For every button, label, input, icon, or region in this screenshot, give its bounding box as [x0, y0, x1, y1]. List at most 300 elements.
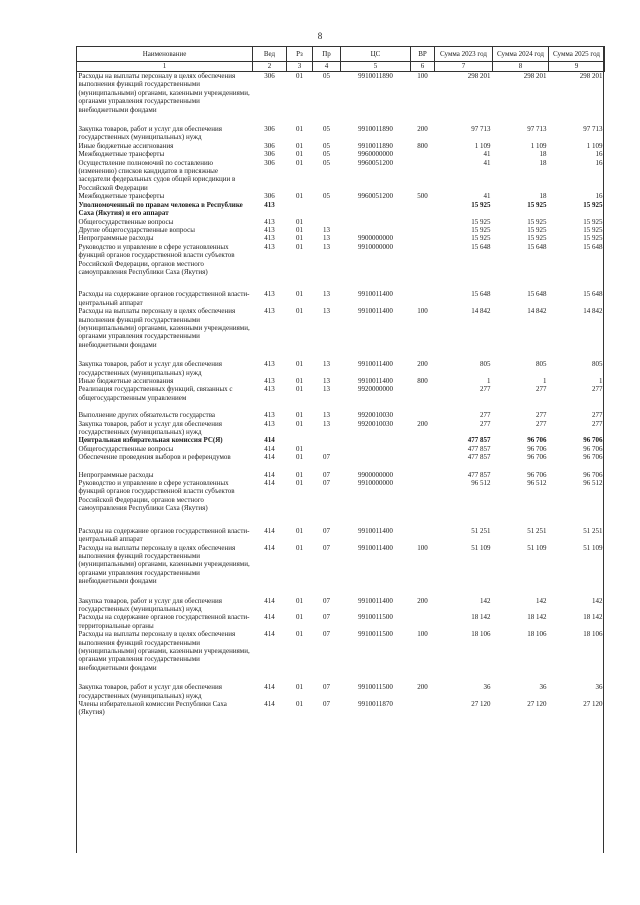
cell-sum-2025: 18 142 — [583, 613, 603, 622]
table-row — [77, 377, 605, 385]
cell-sum-2023: 51 251 — [471, 526, 491, 535]
cell-sum-2023: 15 925 — [471, 234, 491, 243]
cell-name: Общегосударственные вопросы — [78, 217, 174, 226]
table-row — [77, 290, 605, 307]
cell-name: Расходы на содержание органов государственной власти- центральный аппарат — [78, 290, 250, 307]
cell-rz: 01 — [296, 630, 303, 639]
cell-pr: 05 — [323, 125, 330, 134]
cell-rz — [287, 201, 313, 218]
cell-cs: 9920010030 — [358, 419, 393, 428]
cell-cs: 9910011400 — [358, 360, 393, 369]
cell-rz: 01 — [296, 125, 303, 134]
column-number: 9 — [549, 62, 605, 72]
cell-ved: 413 — [264, 217, 275, 226]
table-row — [77, 226, 605, 234]
cell-sum-2024: 18 — [539, 158, 547, 167]
cell-rz: 01 — [296, 234, 303, 243]
cell-rz: 01 — [296, 242, 303, 251]
cell-sum-2023: 15 925 — [471, 225, 491, 234]
cell-pr: 07 — [323, 613, 330, 622]
cell-name: Уполномоченный по правам человека в Республике Саха (Якутия) и его аппарат — [78, 200, 243, 218]
cell-vr: 200 — [417, 596, 428, 605]
cell-vr — [411, 243, 435, 291]
cell-sum-2023: 97 713 — [471, 125, 491, 134]
cell-cs: 9900000000 — [358, 234, 393, 243]
cell-sum-2025: 298 201 — [579, 72, 603, 80]
cell-pr: 13 — [323, 419, 330, 428]
table-row — [77, 234, 605, 242]
cell-sum-2025: 97 713 — [583, 125, 603, 134]
cell-vr — [411, 234, 435, 242]
cell-vr: 200 — [417, 125, 428, 134]
cell-vr — [411, 226, 435, 234]
cell-sum-2024: 15 648 — [527, 242, 547, 251]
cell-pr: 13 — [323, 377, 330, 385]
cell-pr: 07 — [323, 479, 330, 488]
cell-name: Выполнение других обязательств государства — [78, 411, 216, 420]
col-header-name: Наименование — [77, 47, 253, 62]
cell-sum-2024: 14 842 — [527, 307, 547, 316]
cell-sum-2025: 805 — [592, 360, 603, 369]
cell-vr — [411, 290, 435, 307]
cell-sum-2024: 18 — [539, 192, 547, 201]
cell-vr — [411, 411, 435, 419]
cell-rz: 01 — [296, 385, 303, 394]
cell-cs: 9900000000 — [358, 470, 393, 479]
cell-cs — [341, 453, 411, 470]
cell-pr: 05 — [323, 141, 330, 150]
cell-sum-2024: 142 — [536, 596, 547, 605]
cell-ved: 306 — [264, 141, 275, 150]
cell-cs — [341, 226, 411, 234]
cell-name: Расходы на выплаты персоналу в целях обеспечения выполнения функций государственными (муниципальными) органами, казенными учреждениями, органами управления государственными внебюджетными фондами — [78, 630, 250, 672]
cell-cs — [341, 436, 411, 444]
cell-pr: 07 — [323, 526, 330, 535]
cell-sum-2025: 96 706 — [583, 436, 603, 445]
column-number: 8 — [493, 62, 549, 72]
cell-sum-2023: 15 648 — [471, 290, 491, 299]
cell-sum-2024: 18 — [539, 150, 547, 159]
col-header-rz: Рз — [287, 47, 313, 62]
cell-sum-2025: 277 — [592, 411, 603, 420]
cell-sum-2023: 18 142 — [471, 613, 491, 622]
cell-sum-2025: 15 925 — [583, 234, 603, 243]
table-row — [77, 192, 605, 200]
cell-name: Межбюджетные трансферты — [78, 150, 165, 159]
cell-ved: 414 — [264, 700, 275, 708]
cell-name: Общегосударственные вопросы — [78, 444, 174, 453]
table-row — [77, 445, 605, 453]
cell-sum-2024: 96 706 — [527, 470, 547, 479]
table-body — [77, 72, 605, 717]
column-number: 3 — [287, 62, 313, 72]
cell-pr: 07 — [323, 630, 330, 639]
cell-rz: 01 — [296, 444, 303, 453]
cell-pr: 07 — [323, 470, 330, 479]
col-header-vr: ВР — [411, 47, 435, 62]
cell-ved: 306 — [264, 150, 275, 159]
cell-sum-2024: 96 512 — [527, 479, 547, 488]
cell-cs: 9910011400 — [358, 596, 393, 605]
cell-ved: 414 — [264, 436, 275, 445]
cell-sum-2024: 277 — [536, 385, 547, 394]
cell-sum-2023: 41 — [483, 192, 491, 201]
cell-sum-2023: 41 — [483, 150, 491, 159]
cell-sum-2025: 15 925 — [583, 217, 603, 226]
cell-sum-2023: 41 — [483, 158, 491, 167]
cell-ved: 306 — [264, 125, 275, 134]
table-row — [77, 385, 605, 411]
cell-sum-2025: 15 648 — [583, 290, 603, 299]
table-row — [77, 630, 605, 683]
table-row — [77, 420, 605, 437]
cell-sum-2024: 96 706 — [527, 436, 547, 445]
cell-ved: 413 — [264, 290, 275, 299]
cell-cs — [341, 218, 411, 226]
cell-rz: 01 — [296, 141, 303, 150]
cell-ved: 414 — [264, 683, 275, 692]
cell-sum-2024: 36 — [539, 683, 547, 692]
cell-ved: 413 — [264, 385, 275, 394]
table-row — [77, 597, 605, 614]
cell-cs: 9910011400 — [358, 307, 393, 316]
cell-pr — [313, 445, 341, 453]
cell-sum-2023: 1 — [487, 377, 491, 385]
table-row — [77, 72, 605, 126]
table-header-row — [77, 47, 605, 62]
table-row — [77, 700, 605, 717]
cell-name: Расходы на выплаты персоналу в целях обеспечения выполнения функций государственными (муниципальными) органами, казенными учреждениями, органами управления государственными внебюджетными фондами — [78, 307, 250, 349]
cell-sum-2023: 18 106 — [471, 630, 491, 639]
cell-sum-2024: 298 201 — [523, 72, 547, 80]
cell-rz: 01 — [296, 543, 303, 552]
cell-sum-2023: 277 — [480, 419, 491, 428]
cell-vr — [411, 471, 435, 479]
cell-sum-2025: 51 109 — [583, 543, 603, 552]
cell-sum-2025: 96 706 — [583, 453, 603, 462]
cell-pr: 13 — [323, 225, 330, 234]
cell-vr — [411, 385, 435, 411]
col-header-ved: Вед — [253, 47, 287, 62]
cell-sum-2023: 1 109 — [474, 141, 491, 150]
cell-sum-2024: 15 925 — [527, 217, 547, 226]
cell-rz: 01 — [296, 596, 303, 605]
cell-rz: 01 — [296, 192, 303, 201]
cell-cs: 9910011500 — [358, 613, 393, 622]
cell-sum-2023: 477 857 — [467, 470, 491, 479]
cell-vr — [411, 201, 435, 218]
cell-ved: 414 — [264, 479, 275, 488]
cell-name: Руководство и управление в сфере установленных функций органов государственной власти субъектов Российской Федерации, органов местного самоуправления Республики Саха (Якутия) — [78, 242, 235, 276]
cell-vr — [411, 150, 435, 158]
table-border-right — [603, 46, 604, 853]
cell-sum-2025: 277 — [592, 419, 603, 428]
cell-ved: 413 — [264, 307, 275, 316]
cell-ved: 414 — [264, 444, 275, 453]
cell-ved: 306 — [264, 158, 275, 167]
table-row — [77, 479, 605, 527]
cell-ved: 414 — [264, 453, 275, 462]
cell-sum-2024: 97 713 — [527, 125, 547, 134]
cell-sum-2025: 16 — [595, 150, 603, 159]
cell-rz: 01 — [296, 411, 303, 420]
cell-name: Межбюджетные трансферты — [78, 192, 165, 201]
cell-rz: 01 — [296, 419, 303, 428]
column-number: 5 — [341, 62, 411, 72]
cell-ved: 413 — [264, 419, 275, 428]
cell-pr: 07 — [323, 700, 330, 708]
cell-vr — [411, 436, 435, 444]
cell-name: Центральная избирательная комиссия РС(Я) — [78, 436, 223, 445]
table-row — [77, 159, 605, 193]
cell-name: Обеспечение проведения выборов и референдумов — [78, 453, 231, 462]
cell-sum-2023: 277 — [480, 411, 491, 420]
cell-pr: 13 — [323, 234, 330, 243]
cell-ved: 414 — [264, 526, 275, 535]
cell-sum-2023: 805 — [480, 360, 491, 369]
cell-name: Непрограммные расходы — [78, 234, 154, 243]
cell-sum-2025: 36 — [595, 683, 603, 692]
budget-table — [76, 46, 605, 717]
cell-ved: 414 — [264, 613, 275, 622]
cell-name: Реализация государственных функций, связанных с общегосударственным управлением — [78, 385, 233, 402]
cell-name: Закупка товаров, работ и услуг для обеспечения государственных (муниципальных) нужд — [78, 596, 222, 613]
cell-rz: 01 — [296, 470, 303, 479]
cell-sum-2023: 27 120 — [471, 700, 491, 708]
cell-sum-2025: 1 109 — [586, 141, 603, 150]
cell-cs: 9910011870 — [358, 700, 393, 708]
cell-rz — [287, 436, 313, 444]
cell-ved: 414 — [264, 630, 275, 639]
cell-rz: 01 — [296, 613, 303, 622]
cell-vr: 200 — [417, 419, 428, 428]
cell-sum-2023: 142 — [480, 596, 491, 605]
cell-cs: 9920000000 — [358, 385, 393, 394]
cell-cs: 9910011890 — [358, 125, 393, 134]
cell-vr: 100 — [417, 630, 428, 639]
cell-name: Закупка товаров, работ и услуг для обеспечения государственных (муниципальных) нужд — [78, 683, 222, 700]
cell-name: Иные бюджетные ассигнования — [78, 377, 174, 385]
cell-cs: 9910011500 — [358, 683, 393, 692]
cell-sum-2023: 51 109 — [471, 543, 491, 552]
cell-ved: 306 — [264, 72, 275, 80]
cell-pr: 13 — [323, 242, 330, 251]
cell-vr: 200 — [417, 360, 428, 369]
cell-pr: 13 — [323, 360, 330, 369]
table-row — [77, 411, 605, 419]
cell-sum-2025: 16 — [595, 192, 603, 201]
table-row — [77, 471, 605, 479]
cell-sum-2023: 477 857 — [467, 436, 491, 445]
cell-sum-2023: 477 857 — [467, 453, 491, 462]
cell-rz: 01 — [296, 150, 303, 159]
cell-name: Расходы на содержание органов государственной власти- территориальные органы — [78, 613, 250, 630]
cell-rz: 01 — [296, 290, 303, 299]
cell-sum-2023: 477 857 — [467, 444, 491, 453]
cell-rz: 01 — [296, 453, 303, 462]
table-row — [77, 142, 605, 150]
cell-cs: 9910011400 — [358, 377, 393, 385]
table-border-left — [76, 46, 77, 853]
cell-pr: 05 — [323, 158, 330, 167]
cell-sum-2025: 16 — [595, 158, 603, 167]
table-row — [77, 613, 605, 630]
cell-sum-2024: 18 142 — [527, 613, 547, 622]
cell-ved: 413 — [264, 377, 275, 385]
cell-pr: 07 — [323, 543, 330, 552]
cell-vr — [411, 527, 435, 544]
cell-ved: 413 — [264, 411, 275, 420]
cell-vr: 100 — [417, 307, 428, 316]
cell-sum-2025: 18 106 — [583, 630, 603, 639]
cell-sum-2025: 96 706 — [583, 444, 603, 453]
table-row — [77, 544, 605, 597]
table-row — [77, 201, 605, 218]
cell-pr — [313, 201, 341, 218]
cell-sum-2024: 51 109 — [527, 543, 547, 552]
table-row — [77, 218, 605, 226]
cell-ved: 413 — [264, 234, 275, 243]
cell-vr: 800 — [417, 141, 428, 150]
cell-pr: 05 — [323, 72, 330, 80]
cell-rz: 01 — [296, 72, 303, 80]
cell-pr: 13 — [323, 411, 330, 420]
cell-sum-2024: 96 706 — [527, 444, 547, 453]
cell-vr — [411, 479, 435, 527]
cell-vr: 100 — [417, 543, 428, 552]
table-row — [77, 453, 605, 470]
cell-cs: 9910011500 — [358, 630, 393, 639]
cell-name: Расходы на выплаты персоналу в целях обеспечения выполнения функций государственными (муниципальными) органами, казенными учреждениями, органами управления государственными внебюджетными фондами — [78, 72, 250, 114]
cell-vr — [411, 445, 435, 453]
cell-vr: 800 — [417, 377, 428, 385]
cell-sum-2023: 15 925 — [471, 200, 491, 209]
cell-ved: 413 — [264, 225, 275, 234]
cell-sum-2025: 96 512 — [583, 479, 603, 488]
cell-name: Закупка товаров, работ и услуг для обеспечения государственных (муниципальных) нужд — [78, 419, 222, 437]
cell-cs: 9910011400 — [358, 526, 393, 535]
cell-sum-2024: 15 648 — [527, 290, 547, 299]
cell-rz: 01 — [296, 307, 303, 316]
cell-sum-2025: 27 120 — [583, 700, 603, 708]
cell-pr: 07 — [323, 683, 330, 692]
cell-name: Члены избирательной комиссии Республики Саха (Якутия) — [78, 700, 227, 717]
col-header-pr: Пр — [313, 47, 341, 62]
cell-pr — [313, 436, 341, 444]
cell-sum-2023: 96 512 — [471, 479, 491, 488]
table-row — [77, 360, 605, 377]
cell-name: Руководство и управление в сфере установленных функций органов государственной власти субъектов Российской Федерации, органов местного самоуправления Республики Саха (Якутия) — [78, 479, 235, 513]
cell-pr: 07 — [323, 596, 330, 605]
cell-sum-2024: 277 — [536, 419, 547, 428]
cell-pr: 13 — [323, 290, 330, 299]
cell-rz: 01 — [296, 479, 303, 488]
col-header-cs: ЦС — [341, 47, 411, 62]
cell-vr — [411, 159, 435, 193]
column-number-row — [77, 62, 605, 72]
cell-rz: 01 — [296, 360, 303, 369]
table-row — [77, 243, 605, 291]
cell-cs: 9960000000 — [358, 150, 393, 159]
cell-sum-2024: 27 120 — [527, 700, 547, 708]
cell-sum-2023: 14 842 — [471, 307, 491, 316]
cell-name: Закупка товаров, работ и услуг для обеспечения государственных (муниципальных) нужд — [78, 360, 222, 377]
column-number: 1 — [77, 62, 253, 72]
cell-ved: 414 — [264, 596, 275, 605]
table-row — [77, 307, 605, 360]
cell-sum-2024: 1 109 — [530, 141, 547, 150]
cell-name: Расходы на содержание органов государственной власти- центральный аппарат — [78, 526, 250, 544]
cell-cs: 9910000000 — [358, 242, 393, 251]
cell-rz: 01 — [296, 225, 303, 234]
column-number: 2 — [253, 62, 287, 72]
cell-sum-2024: 277 — [536, 411, 547, 420]
cell-sum-2023: 298 201 — [467, 72, 491, 80]
cell-vr: 200 — [417, 683, 428, 692]
cell-cs: 9920010030 — [358, 411, 393, 420]
table-row — [77, 436, 605, 444]
cell-sum-2023: 15 648 — [471, 242, 491, 251]
col-header-sum-2024: Сумма 2024 год — [493, 47, 549, 62]
cell-rz: 01 — [296, 377, 303, 385]
cell-name: Закупка товаров, работ и услуг для обеспечения государственных (муниципальных) нужд — [78, 125, 222, 142]
cell-vr: 100 — [417, 72, 428, 80]
cell-sum-2024: 15 925 — [527, 234, 547, 243]
cell-ved: 414 — [264, 543, 275, 552]
table-row — [77, 125, 605, 142]
cell-cs: 9910011890 — [358, 141, 393, 150]
col-header-sum-2025: Сумма 2025 год — [549, 47, 605, 62]
cell-cs: 9960051200 — [358, 192, 393, 201]
cell-ved: 413 — [264, 200, 275, 209]
cell-sum-2025: 14 842 — [583, 307, 603, 316]
cell-pr: 05 — [323, 150, 330, 159]
cell-cs: 9910011400 — [358, 290, 393, 299]
cell-cs: 9960051200 — [358, 158, 393, 167]
cell-pr — [313, 218, 341, 226]
cell-name: Осуществление полномочий по составлению (изменению) списков кандидатов в присяжные заседатели федеральных судов общей юрисдикции в Российской Федерации — [78, 158, 236, 192]
cell-vr — [411, 453, 435, 470]
table-row — [77, 527, 605, 544]
cell-cs — [341, 201, 411, 218]
cell-vr — [411, 700, 435, 717]
column-number: 7 — [435, 62, 493, 72]
cell-cs: 9910011890 — [358, 72, 393, 80]
cell-pr: 05 — [323, 192, 330, 201]
cell-rz: 01 — [296, 700, 303, 708]
cell-sum-2025: 15 925 — [583, 200, 603, 209]
cell-sum-2025: 96 706 — [583, 470, 603, 479]
cell-vr — [411, 218, 435, 226]
cell-sum-2024: 51 251 — [527, 526, 547, 535]
cell-ved: 413 — [264, 242, 275, 251]
cell-name: Непрограммные расходы — [78, 470, 154, 479]
cell-sum-2025: 1 — [599, 377, 603, 385]
cell-sum-2024: 18 106 — [527, 630, 547, 639]
cell-sum-2024: 1 — [543, 377, 547, 385]
cell-ved: 306 — [264, 192, 275, 201]
cell-sum-2025: 51 251 — [583, 526, 603, 535]
cell-ved: 413 — [264, 360, 275, 369]
cell-sum-2024: 96 706 — [527, 453, 547, 462]
cell-sum-2023: 36 — [483, 683, 491, 692]
table-row — [77, 150, 605, 158]
cell-sum-2025: 277 — [592, 385, 603, 394]
table-row — [77, 683, 605, 700]
cell-rz: 01 — [296, 158, 303, 167]
cell-vr — [411, 613, 435, 630]
cell-sum-2024: 805 — [536, 360, 547, 369]
